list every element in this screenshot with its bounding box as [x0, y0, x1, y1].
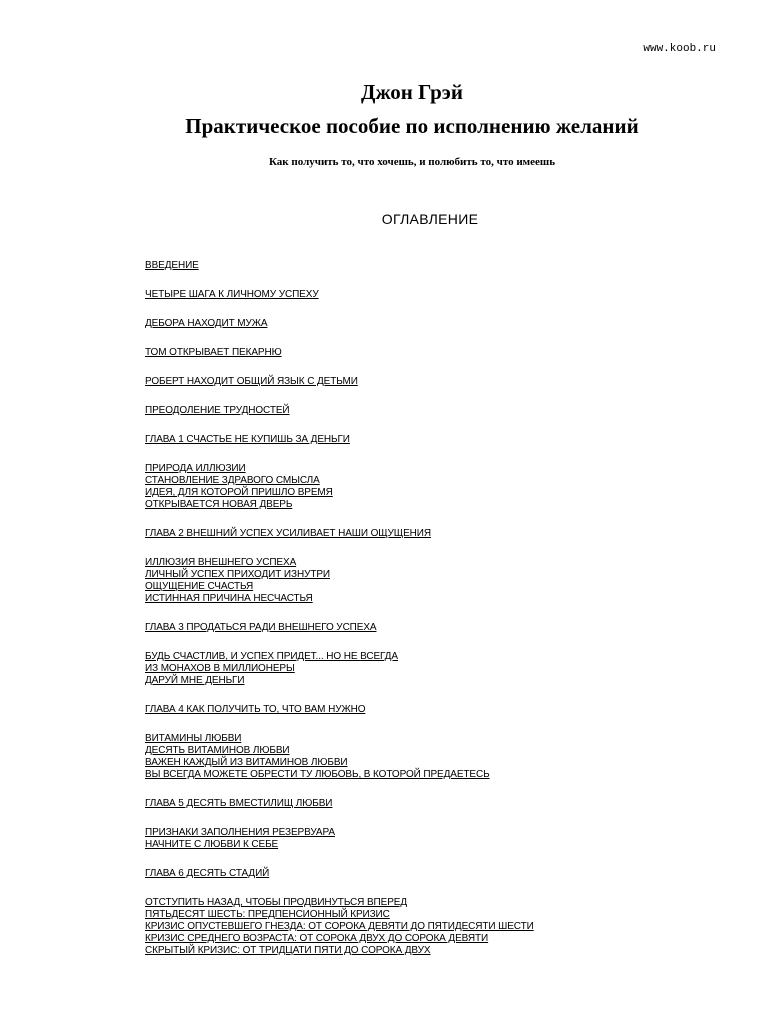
toc-entry: [145, 593, 745, 605]
toc-entry: [145, 651, 745, 663]
toc-link[interactable]: ВИТАМИНЫ ЛЮБВИ: [145, 733, 242, 744]
toc-link[interactable]: ИЛЛЮЗИЯ ВНЕШНЕГО УСПЕХА: [145, 557, 297, 568]
toc-link[interactable]: ДЕБОРА НАХОДИТ МУЖА: [145, 318, 268, 329]
toc-link[interactable]: ОТСТУПИТЬ НАЗАД, ЧТОБЫ ПРОДВИНУТЬСЯ ВПЕРЕД: [145, 897, 408, 908]
toc-entry: [145, 528, 745, 540]
toc-entry: [145, 622, 745, 634]
toc-entry: [145, 581, 745, 593]
toc-entry: [145, 933, 745, 945]
toc-link[interactable]: ИДЕЯ, ДЛЯ КОТОРОЙ ПРИШЛО ВРЕМЯ: [145, 487, 333, 498]
toc-entry: [145, 839, 745, 851]
toc-link[interactable]: БУДЬ СЧАСТЛИВ, И УСПЕХ ПРИДЕТ... НО НЕ ВСЕГДА: [145, 651, 398, 662]
toc-link[interactable]: ИЗ МОНАХОВ В МИЛЛИОНЕРЫ: [145, 663, 295, 674]
toc-heading: ОГЛАВЛЕНИЕ: [381, 211, 479, 227]
toc-entry: [145, 921, 745, 933]
toc-link[interactable]: ГЛАВА 2 ВНЕШНИЙ УСПЕХ УСИЛИВАЕТ НАШИ ОЩУЩЕНИЯ: [145, 528, 431, 539]
book-subtitle: Как получить то, что хочешь, и полюбить то, что имеешь: [268, 156, 556, 168]
toc-entry: [145, 757, 745, 769]
toc-entry: [145, 318, 745, 330]
toc-link[interactable]: НАЧНИТЕ С ЛЮБВИ К СЕБЕ: [145, 839, 279, 850]
toc-link[interactable]: ВЫ ВСЕГДА МОЖЕТЕ ОБРЕСТИ ТУ ЛЮБОВЬ, В КОТОРОЙ ПРЕДАЕТЕСЬ: [145, 769, 490, 780]
toc-entry: [145, 487, 745, 499]
site-url: www.koob.ru: [643, 43, 716, 55]
toc-entry: [145, 499, 745, 511]
toc-entry: [145, 745, 745, 757]
toc-entry: [145, 475, 745, 487]
toc-entry: [145, 663, 745, 675]
toc-link[interactable]: ПРИЗНАКИ ЗАПОЛНЕНИЯ РЕЗЕРВУАРА: [145, 827, 335, 838]
toc-link[interactable]: ПЯТЬДЕСЯТ ШЕСТЬ: ПРЕДПЕНСИОННЫЙ КРИЗИС: [145, 909, 390, 920]
toc-link[interactable]: ГЛАВА 6 ДЕСЯТЬ СТАДИЙ: [145, 868, 270, 879]
toc-entry: [145, 557, 745, 569]
toc-link[interactable]: ПРИРОДА ИЛЛЮЗИИ: [145, 463, 246, 474]
toc-link[interactable]: ЛИЧНЫЙ УСПЕХ ПРИХОДИТ ИЗНУТРИ: [145, 569, 330, 580]
toc-entry: [145, 347, 745, 359]
toc-link[interactable]: ГЛАВА 3 ПРОДАТЬСЯ РАДИ ВНЕШНЕГО УСПЕХА: [145, 622, 377, 633]
toc-link[interactable]: КРИЗИС ОПУСТЕВШЕГО ГНЕЗДА: ОТ СОРОКА ДЕВЯТИ ДО ПЯТИДЕСЯТИ ШЕСТИ: [145, 921, 534, 932]
toc-entry: [145, 909, 745, 921]
toc-entry: [145, 463, 745, 475]
toc-link[interactable]: ТОМ ОТКРЫВАЕТ ПЕКАРНЮ: [145, 347, 282, 358]
toc-link[interactable]: ДЕСЯТЬ ВИТАМИНОВ ЛЮБВИ: [145, 745, 290, 756]
book-title: Практическое пособие по исполнению желаний: [185, 114, 639, 138]
toc-link[interactable]: ГЛАВА 1 СЧАСТЬЕ НЕ КУПИШЬ ЗА ДЕНЬГИ: [145, 434, 350, 445]
toc-entry: [145, 733, 745, 745]
author-name: Джон Грэй: [361, 80, 463, 104]
toc-entry: [145, 798, 745, 810]
toc-link[interactable]: ОЩУЩЕНИЕ СЧАСТЬЯ: [145, 581, 254, 592]
toc-entry: [145, 434, 745, 446]
toc-entry: [145, 675, 745, 687]
toc-entry: [145, 769, 745, 781]
toc-entry: [145, 260, 745, 272]
toc-link[interactable]: ВАЖЕН КАЖДЫЙ ИЗ ВИТАМИНОВ ЛЮБВИ: [145, 757, 348, 768]
toc-entry: [145, 289, 745, 301]
toc-entry: [145, 569, 745, 581]
toc-link[interactable]: ОТКРЫВАЕТСЯ НОВАЯ ДВЕРЬ: [145, 499, 293, 510]
toc-link[interactable]: ГЛАВА 5 ДЕСЯТЬ ВМЕСТИЛИЩ ЛЮБВИ: [145, 798, 333, 809]
toc-link[interactable]: ВВЕДЕНИЕ: [145, 260, 199, 271]
toc-entry: [145, 868, 745, 880]
toc-link[interactable]: СТАНОВЛЕНИЕ ЗДРАВОГО СМЫСЛА: [145, 475, 320, 486]
toc-link[interactable]: ИСТИННАЯ ПРИЧИНА НЕСЧАСТЬЯ: [145, 593, 313, 604]
toc-link[interactable]: ГЛАВА 4 КАК ПОЛУЧИТЬ ТО, ЧТО ВАМ НУЖНО: [145, 704, 366, 715]
toc-link[interactable]: КРИЗИС СРЕДНЕГО ВОЗРАСТА: ОТ СОРОКА ДВУХ ДО СОРОКА ДЕВЯТИ: [145, 933, 489, 944]
toc-entry: [145, 827, 745, 839]
toc-link[interactable]: РОБЕРТ НАХОДИТ ОБЩИЙ ЯЗЫК С ДЕТЬМИ: [145, 376, 358, 387]
toc-entry: [145, 376, 745, 388]
toc-entry: [145, 897, 745, 909]
toc-link[interactable]: ДАРУЙ МНЕ ДЕНЬГИ: [145, 675, 245, 686]
table-of-contents: [145, 260, 745, 957]
toc-entry: [145, 405, 745, 417]
toc-link[interactable]: ПРЕОДОЛЕНИЕ ТРУДНОСТЕЙ: [145, 405, 290, 416]
toc-link[interactable]: СКРЫТЫЙ КРИЗИС: ОТ ТРИДЦАТИ ПЯТИ ДО СОРОКА ДВУХ: [145, 945, 431, 956]
toc-link[interactable]: ЧЕТЫРЕ ШАГА К ЛИЧНОМУ УСПЕХУ: [145, 289, 319, 300]
toc-entry: [145, 704, 745, 716]
toc-entry: [145, 945, 745, 957]
